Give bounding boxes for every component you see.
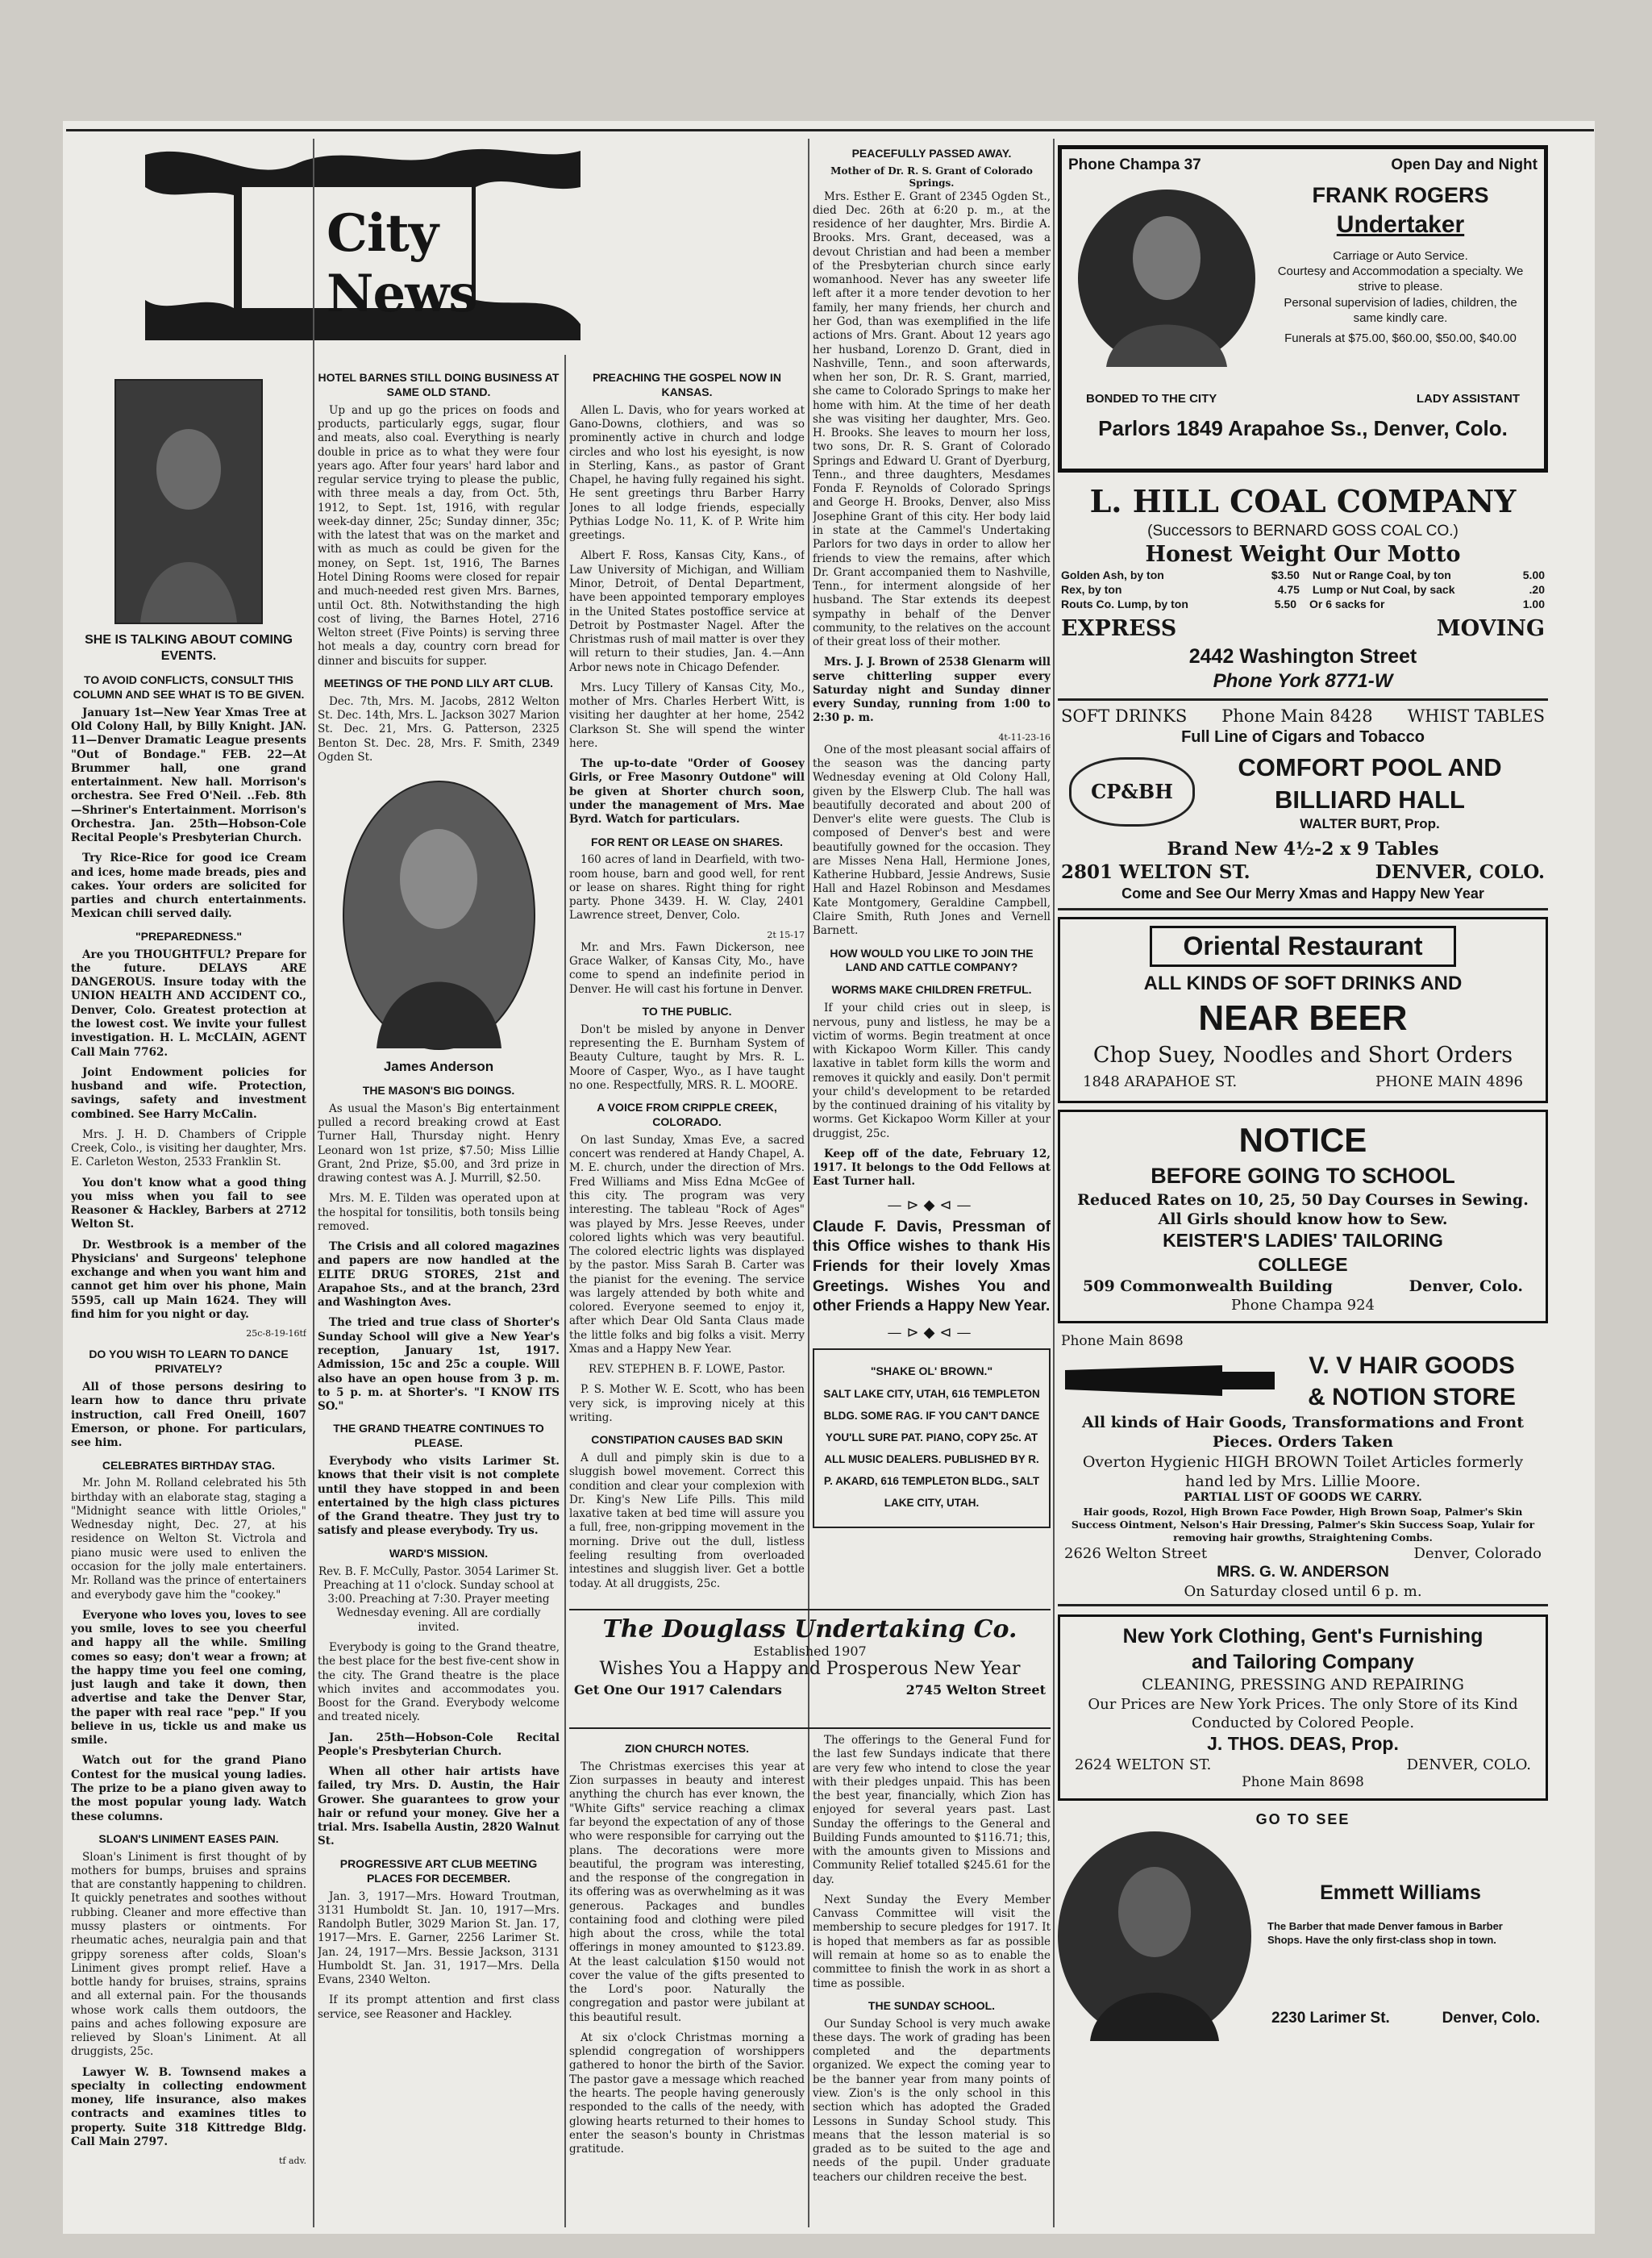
pool-ad: [1058, 701, 1548, 910]
oriental-menu: Chop Suey, Noodles and Short Orders: [1092, 1042, 1513, 1068]
coal-price-cell: Golden Ash, by ton: [1061, 569, 1164, 582]
ref-code: 2t 15-17: [767, 929, 805, 940]
anderson-photo: [343, 781, 535, 1050]
clothing-title: New York Clothing, Gent's Furnishing: [1122, 1625, 1483, 1648]
williams-photo: [1058, 1831, 1251, 2041]
mission-notice: Rev. B. F. McCully, Pastor. 3054 Larimer St. Preaching at 11 o'clock. Sunday school at 3:00. Preaching at 7:30. Prayer meeting Wednesday evening. All are cordially invited.: [318, 1564, 560, 1634]
coal-price-table: [1061, 569, 1545, 612]
razor-icon: [1061, 1354, 1279, 1410]
sloan-ad: Sloan's Liniment is first thought of by mothers for bumps, bruises and sprains that are constantly happening to children. It quickly penetrates and soothes without rubbing. Cleaner and more effective than mussy plasters or ointments. For rheumatic aches, neuralgia pain and that grippy soreness after colds, Sloan's Liniment gives prompt relief. Have a bottle handy for bruises, strains, sprains and all external pain. For the thousands whose work calls them outdoors, the pains and aches following exposure are relieved by Sloan's Liniment. At all druggists, 25c.: [71, 1850, 306, 2059]
rogers-phone: Phone Champa 37: [1068, 156, 1201, 173]
column-2: [318, 363, 560, 2226]
coal-address: 2442 Washington Street: [1188, 644, 1417, 668]
column-rule: [313, 139, 314, 2227]
theatre-ad: Everybody is going to the Grand theatre, the best place for the best five-cent show in the city. The Grand theatre is the place which invites and accommodates you. Boost for the Grand. Everybody welcome and treated nicely.: [318, 1640, 560, 1724]
portrait-image: [116, 381, 261, 623]
news-item: Dec. 7th, Mrs. M. Jacobs, 2812 Welton St. Dec. 14th, Mrs. L. Jackson 3027 Marion St. Dec. 21, Mrs. G. Patterson, 2325 Benton St. Dec. 28, Mrs. F. Smith, 2349 Ogden St.: [318, 694, 560, 764]
rogers-line: Courtesy and Accommodation a specialty. We strive to please.: [1277, 265, 1524, 294]
notice-city: Denver, Colo.: [1409, 1277, 1523, 1296]
coal-successors: (Successors to BERNARD GOSS COAL CO.): [1147, 522, 1459, 540]
hair-line: All kinds of Hair Goods, Transformations and Front Pieces. Orders Taken: [1081, 1413, 1525, 1452]
coal-price-cell: Rex, by ton: [1061, 583, 1122, 597]
news-item: Jan. 3, 1917—Mrs. Howard Troutman, 3131 Humboldt St. Jan. 10, 1917—Mrs. Randolph Butler, 3029 Marion St. Jan. 17, 1917—Mrs. E. Garner, 2256 Larimer St. Jan. 24, 1917—Mrs. Bessie Jackson, 3131 Humboldt St. Jan. 31, 1917—Mrs. Della Evans, 2340 Welton.: [318, 1889, 560, 1987]
coal-price-cell: 4.75: [1277, 583, 1300, 597]
clothing-address: 2624 WELTON ST.: [1075, 1756, 1212, 1774]
column-4: [813, 139, 1051, 1590]
worm-ad: If your child cries out in sleep, is nervous, puny and listless, he may be a victim of worms. Begin treatment at once with Kickapoo Worm Killer. This candy laxative in tablet form kills the worm and removes it quickly and easily. Don't permit your child's development to be retarded by the continued draining of his vitality by worms. Get Kickapoo Worm Killer at your druggist, 25c.: [813, 1002, 1051, 1140]
rent-ad: 160 acres of land in Dearfield, with two-room house, barn and good well, for rent or lease on shares. Right thing for right party. Phone 3439. H. W. Clay, 2401 Lawrence street, Denver, Colo.: [569, 853, 805, 923]
oriental-beer: NEAR BEER: [1198, 998, 1408, 1039]
coal-price-cell: Nut or Range Coal, by ton: [1312, 569, 1451, 582]
ref-code: 4t-11-23-16: [998, 731, 1051, 743]
rogers-line: Carriage or Auto Service.: [1333, 248, 1468, 263]
rogers-bonded: BONDED TO THE CITY: [1086, 392, 1217, 406]
photo-caption: James Anderson: [383, 1059, 494, 1075]
column-rule: [564, 355, 566, 2227]
ref-code: tf adv.: [279, 2156, 306, 2167]
pool-name: COMFORT POOL AND: [1238, 752, 1502, 781]
pool-phone: Phone Main 8428: [1221, 706, 1373, 727]
city-news-banner: [137, 139, 589, 344]
coal-price-cell: 5.50: [1274, 598, 1296, 611]
oriental-line: ALL KINDS OF SOFT DRINKS AND: [1143, 972, 1463, 994]
headline: PREACHING THE GOSPEL NOW IN KANSAS.: [593, 371, 781, 398]
dance-ad: All of those persons desiring to learn how to dance thru private instruction, call Fred Oneill, 1607 Emerson, or phone. For particulars, see him.: [71, 1381, 306, 1450]
woman-photo: [114, 379, 263, 624]
coal-price-row: [1061, 583, 1545, 598]
oriental-ad: [1058, 917, 1548, 1104]
shake-text: SALT LAKE CITY, UTAH, 616 TEMPLETON BLDG. SOME RAG. IF YOU CAN'T DANCE YOU'LL SURE PAT. PIANO, COPY 25c. AT ALL MUSIC DEALERS. PUBLISHED BY R. P. AKARD, 616 TEMPLETON BLDG., SALT LAKE CITY, UTAH.: [823, 1388, 1040, 1510]
notice-ad: [1058, 1110, 1548, 1323]
banner-title: City News: [327, 203, 477, 324]
notice-title: NOTICE: [1238, 1121, 1367, 1160]
doctor-ad: Dr. Westbrook is a member of the Physicians' and Surgeons' telephone exchange and when you want him and cannot get him over his phone, Main 5595, call up Main 1624. They will find him for you night or day.: [71, 1238, 306, 1322]
headline: THE MASON'S BIG DOINGS.: [362, 1083, 515, 1097]
divider-ornament: —⊳◆⊲—: [887, 1324, 976, 1342]
news-item: At six o'clock Christmas morning a splendid congregation of worshippers gathered to honor the birth of the Savior. The pastor gave a message which reached the hearts. The people having generously responded to the calls of the needy, with glowing hearts returned to their homes to enter the season's bounty in Christmas gratitude.: [569, 2031, 805, 2156]
news-item: Mrs. M. E. Tilden was operated upon at the hospital for tonsilitis, both tonsils being removed.: [318, 1192, 560, 1233]
coal-express: EXPRESS: [1061, 616, 1177, 642]
hair-phone: Phone Main 8698: [1061, 1333, 1184, 1350]
coal-price-cell: $3.50: [1271, 569, 1300, 582]
portrait-image: [344, 782, 534, 1048]
crisis-ad: The Crisis and all colored magazines and papers are now handled at the ELITE DRUG STORES, 21st and Arapahoe Sts., and at the branch, 23rd and Washington Aves.: [318, 1240, 560, 1310]
headline: TO THE PUBLIC.: [642, 1004, 732, 1018]
coal-phone: Phone York 8771-W: [1213, 669, 1393, 692]
clothing-phone: Phone Main 8698: [1242, 1774, 1364, 1791]
insurance-ad: Are you THOUGHTFUL? Prepare for the future. DELAYS ARE DANGEROUS. Insure today with the UNION HEALTH AND ACCIDENT CO., Denver, Colo. Greatest protection at the lowest cost. We invite your fullest investigation. H. L. McCLAIN, AGENT Call Main 7762.: [71, 948, 306, 1059]
piano-contest: Watch out for the grand Piano Contest for the musical young ladies. The prize to be a piano given away to the most popular young lady. Watch these columns.: [71, 1754, 306, 1823]
news-item: The up-to-date "Order of Goosey Girls, or Free Masonry Outdone" will be given at Shorter church soon, under the management of Mrs. Mae Byrd. Watch for particulars.: [569, 757, 805, 827]
williams-name: Emmett Williams: [1320, 1881, 1481, 1905]
williams-ad: [1058, 1807, 1548, 2049]
column-rule: [1053, 139, 1055, 2227]
pool-xmas: Come and See Our Merry Xmas and Happy New Year: [1121, 885, 1484, 902]
douglass-address: 2745 Welton Street: [905, 1682, 1046, 1698]
photo-caption: SHE IS TALKING ABOUT COMING EVENTS.: [85, 633, 293, 664]
pool-cigars: Full Line of Cigars and Tobacco: [1181, 728, 1425, 747]
douglass-est: Established 1907: [753, 1644, 867, 1659]
headline: "PREPAREDNESS.": [135, 929, 243, 943]
williams-address: 2230 Larimer St.: [1271, 2010, 1390, 2027]
ref-code: 25c-8-19-16tf: [246, 1328, 306, 1339]
public-notice: Don't be misled by anyone in Denver representing the E. Burnham System of Beauty Culture, taught by Mrs. R. L. Moore of Casper, Wyo., as I have taught no one. Respectfully, MRS. R. L. MOORE.: [569, 1023, 805, 1092]
thanks-notice: Claude F. Davis, Pressman of this Office wishes to thank His Friends for their lovely Xmas Greetings. Wishes You and other Friends a Happy New Year.: [813, 1218, 1051, 1315]
headline: SLOAN'S LINIMENT EASES PAIN.: [98, 1831, 279, 1845]
news-item: Jan. 25th—Hobson-Cole Recital People's Presbyterian Church.: [318, 1731, 560, 1758]
headline: DO YOU WISH TO LEARN TO DANCE PRIVATELY?: [89, 1348, 289, 1376]
news-item: Allen L. Davis, who for years worked at Gano-Downs, clothiers, and was so prominently active in church and lodge circles and who lost his eyesight, is now in Sterling, Kans., as pastor of Grant Chapel, he having fully regained his sight. He sent greetings thru Barber Harry Jones to all lodge friends, especially Pythias Lodge No. 11, K. of P. Write him greetings.: [569, 403, 805, 543]
headline: THE SUNDAY SCHOOL.: [868, 1998, 996, 2012]
pool-address: 2801 WELTON ST.: [1061, 861, 1250, 884]
headline: PROGRESSIVE ART CLUB MEETING PLACES FOR DECEMBER.: [339, 1856, 538, 1885]
hair-title: V. V HAIR GOODS: [1309, 1352, 1515, 1380]
hair-address: 2626 Welton Street: [1064, 1545, 1208, 1563]
oriental-phone: PHONE MAIN 4896: [1375, 1073, 1523, 1091]
pool-tables: Brand New 4½-2 x 9 Tables: [1167, 839, 1439, 860]
coal-name: L. HILL COAL COMPANY: [1089, 483, 1517, 519]
hair-ad: When all other hair artists have failed, try Mrs. D. Austin, the Hair Grower. She guarantees to grow your hair or refund your money. Give her a trial. Mrs. Isabella Austin, 2820 Walnut St.: [318, 1765, 560, 1848]
headline: WARD'S MISSION.: [389, 1546, 489, 1560]
subhead: Mother of Dr. R. S. Grant of Colorado Springs.: [830, 165, 1033, 190]
column-rule: [808, 139, 809, 2227]
hair-goods-list: Hair goods, Rozol, High Brown Face Powder, High Brown Soap, Palmer's Skin Success Ointment, Nelson's Hair Dressing, Palmer's Skin Success Soap, Yulair for removing hair growths, Straightening Combs.: [1071, 1506, 1535, 1544]
notice-line: All Girls should know how to Sew.: [1158, 1210, 1448, 1228]
news-item: Our Sunday School is very much awake these days. The work of grading has been completed and the departments organized. We expect the coming year to be the banner year from many points of view. Zion's is the only school in this section which has adopted the Graded Lessons in Sunday School study. This means that the lesson material is so graded as to be suited to the age and needs of the pupil. Under graduate teachers our children receive the best.: [813, 2017, 1051, 2184]
coal-ad: [1058, 479, 1548, 701]
news-item: P. S. Mother W. E. Scott, who has been very sick, is improving nicely at this writing.: [569, 1383, 805, 1424]
top-rule: [66, 129, 1594, 131]
hair-title2: & NOTION STORE: [1308, 1383, 1516, 1410]
clothing-prop: J. THOS. DEAS, Prop.: [1207, 1732, 1399, 1754]
news-item: One of the most pleasant social affairs of the season was the dancing party Wednesday evening at Old Colony Hall, given by the Elswerp Club. The hall was beautifully decorated and about 200 of Denver's elite were guests. The Club is composed of Denver's best and were beautifully gowned for the occasion. They are Misses Nena Hall, Hermione Jones, Katherine Hubbard, Jessie Andrews, Susie Hall and Hazel Robinson and Mesdames Kate Montgomery, Geraldine Campbell, Claire Smith, Ruth Jones and Vernell Barnett.: [813, 743, 1051, 938]
signature: REV. STEPHEN B. F. LOWE, Pastor.: [589, 1363, 785, 1377]
douglass-name: The Douglass Undertaking Co.: [602, 1615, 1017, 1644]
pills-ad: A dull and pimply skin is due to a sluggish bowel movement. Correct this condition and clear your complexion with Dr. King's New Life Pills. This mild laxative taken at bed time will assure you a full, free, non-gripping movement in the morning. Drive out the dull, listless feeling resulting from overloaded intestines and sluggish liver. Get a bottle today. At all druggists, 25c.: [569, 1452, 805, 1590]
hair-city: Denver, Colorado: [1413, 1545, 1542, 1563]
news-item: On last Sunday, Xmas Eve, a sacred concert was rendered at Handy Chapel, A. M. E. church, under the direction of Mrs. Fred Williams and Miss Edna McGee of this city. The program was very interesting. The tableau "Rock of Ages" was played by Mrs. Jesse Reeves, under colored lights which was very beautiful. The colored electric lights was displayed by the pastor. Miss Sarah B. Carter was the pianist for the evening. The service was largely attended by both white and colored. Everyone seemed to enjoy it, after which Dear Old Santa Claus made the little folks and big folks a visit. Merry Xmas and a Happy New Year.: [569, 1133, 805, 1356]
rogers-address: Parlors 1849 Arapahoe Ss., Denver, Colo.: [1098, 416, 1508, 440]
clothing-city: DENVER, COLO.: [1406, 1756, 1531, 1774]
coal-price-cell: Or 6 sacks for: [1309, 598, 1385, 611]
coal-price-cell: 1.00: [1522, 598, 1545, 611]
pool-city: DENVER, COLO.: [1375, 861, 1545, 884]
hair-hours: On Saturday closed until 6 p. m.: [1184, 1583, 1422, 1601]
theatre-ad: Everybody who visits Larimer St. knows that their visit is not complete until they have stopped in and been entertained by the high class pictures of the Grand theatre. They just try to satisfy and please everybody. Try us.: [318, 1455, 560, 1538]
clothing-ad: [1058, 1614, 1548, 1801]
williams-city: Denver, Colo.: [1442, 2010, 1540, 2027]
news-item: Keep off of the date, February 12, 1917. It belongs to the Odd Fellows at East Turner hall.: [813, 1147, 1051, 1189]
headline: ZION CHURCH NOTES.: [625, 1742, 749, 1755]
coal-price-cell: .20: [1529, 583, 1545, 597]
lawyer-ad: Lawyer W. B. Townsend makes a specialty in collecting endowment money, life insurance, also makes contracts and examines titles to property. Suite 318 Kittredge Bldg. Call Main 2797.: [71, 2065, 306, 2148]
douglass-calendar: Get One Our 1917 Calendars: [574, 1682, 782, 1698]
news-item: The Christmas exercises this year at Zion surpasses in beauty and interest anything the church has ever known, the "White Gifts" service reaching a climax far beyond the expectation of any of those who were responsible for carrying out the plans. The decorations were more beautiful, the program was interesting, and the response of the congregation in its offering was as overwhelming as it was generous. Packages and bundles containing food and clothing were piled high about the cross, while the total offerings in money amounted to $123.89. At the least calculation $150 would not cover the value of the gifts presented to the Lord's poor. Naturally the congregation and pastor were jubilant at this beautiful result.: [569, 1760, 805, 2024]
portrait-image: [1078, 190, 1255, 367]
headline: "SHAKE OL' BROWN.": [870, 1364, 993, 1378]
douglass-wish: Wishes You a Happy and Prosperous New Year: [599, 1659, 1021, 1679]
news-item: The tried and true class of Shorter's Sunday School will give a New Year's reception, January 1st, 1917. Admission, 15c and 25c a couple. Will also have an open house from 3 p. m. to 5 p. m. at Shorter's. "I KNOW ITS SO.": [318, 1316, 560, 1414]
notice-line: Reduced Rates on 10, 25, 50 Day Courses in Sewing.: [1077, 1190, 1529, 1209]
headline: PEACEFULLY PASSED AWAY.: [851, 147, 1012, 160]
headline: TO AVOID CONFLICTS, CONSULT THIS COLUMN AND SEE WHAT IS TO BE GIVEN.: [73, 673, 305, 701]
headline: CELEBRATES BIRTHDAY STAG.: [102, 1458, 276, 1472]
headline: FOR RENT OR LEASE ON SHARES.: [590, 835, 784, 848]
events-list: January 1st—New Year Xmas Tree at Old Colony Hall, by Billy Knight. JAN. 11—Denver Dramatic League presents "Out of Bondage." FEB. 22—At Brummer hall, one grand entertainment. New hall. Morrison's orchestra. See Fred O'Neil. ..Feb. 8th—Shriner's Entertainment. Morrison's Orchestra. Jan. 25th—Hobson-Cole Recital People's Presbyterian Church.: [71, 706, 306, 845]
headline: HOTEL BARNES STILL DOING BUSINESS AT SAME OLD STAND.: [318, 371, 560, 398]
williams-go: GO TO SEE: [1255, 1811, 1350, 1828]
zion-notes-right: [813, 1734, 1051, 2227]
rice-ad: Try Rice-Rice for good ice Cream and ices, home made breads, pies and cakes. Your orders are solicited for parties and church entertainments. Mexican chili served daily.: [71, 852, 306, 921]
oriental-name: Oriental Restaurant: [1150, 926, 1456, 967]
column-1: [71, 379, 306, 2226]
headline: MEETINGS OF THE POND LILY ART CLUB.: [323, 676, 554, 689]
coal-price-row: [1061, 598, 1545, 612]
news-item: Mrs. J. H. D. Chambers of Cripple Creek, Colo., is visiting her daughter, Mrs. E. Carleton Weston, 2533 Franklin St.: [71, 1127, 306, 1169]
barber-ad: You don't know what a good thing you miss when you fail to see Reasoner & Hackley, Barbers at 2712 Welton St.: [71, 1176, 306, 1231]
headline: A VOICE FROM CRIPPLE CREEK, COLORADO.: [597, 1101, 777, 1129]
supper-ad: Mrs. J. J. Brown of 2538 Glenarm will serve chitterling supper every Saturday night and Sunday dinner every Sunday, running from 1:00 to 2:30 p. m.: [813, 656, 1051, 725]
zion-notes-left: [569, 1734, 805, 2227]
portrait-image: [1058, 1831, 1251, 2041]
headline: HOW WOULD YOU LIKE TO JOIN THE LAND AND CATTLE COMPANY?: [830, 946, 1034, 974]
divider-ornament: —⊳◆⊲—: [887, 1196, 976, 1214]
rogers-ad: [1058, 145, 1548, 473]
notice-school: KEISTER'S LADIES' TAILORING: [1163, 1230, 1443, 1252]
clothing-line: Our Prices are New York Prices. The only Store of its Kind Conducted by Colored People.: [1088, 1695, 1518, 1731]
headline: CONSTIPATION CAUSES BAD SKIN: [591, 1433, 783, 1447]
ads-column: [1058, 145, 1548, 2226]
williams-desc: The Barber that made Denver famous in Barber Shops. Have the only first-class shop in town.: [1267, 1920, 1503, 1946]
notice-address: 509 Commonwealth Building: [1083, 1277, 1333, 1296]
rogers-line: Personal supervision of ladies, children, the same kindly care.: [1284, 295, 1517, 325]
coal-price-cell: 5.00: [1522, 569, 1546, 582]
coal-motto: Honest Weight Our Motto: [1145, 541, 1461, 567]
notice-school2: COLLEGE: [1258, 1253, 1348, 1275]
rogers-photo: [1078, 190, 1255, 367]
news-item: Up and up go the prices on foods and products, particularly eggs, sugar, flour and meats, also coal. Everything is nearly double in price as to what they were four years ago. After four years' hard labor and regular service trying to please the public, with three meals a day, from Oct. 5th, 1912, to Sept. 1st, 1916, with regular week-day dinner, 25c; Sunday dinner, 35c; with the latest that was on the market and with as much as could be given for the money, on Sept. 1st, 1916, The Barnes Hotel Dining Rooms were closed for repair and much-needed rest given Mrs. Barnes, until Oct. 8th. Notwithstanding the high cost of living, the Barnes Hotel, 2716 Welton street (Five Points) is serving three hot meals a day, country corn bread for dinner and biscuits for supper.: [318, 403, 560, 668]
coal-price-row: [1061, 569, 1545, 583]
headline: THE GRAND THEATRE CONTINUES TO PLEASE.: [333, 1422, 544, 1450]
pool-logo: CP&BH: [1069, 757, 1195, 827]
clothing-title2: and Tailoring Company: [1192, 1651, 1414, 1674]
coal-price-cell: Routs Co. Lump, by ton: [1061, 598, 1188, 611]
notice-phone: Phone Champa 924: [1230, 1297, 1375, 1314]
oriental-address: 1848 ARAPAHOE ST.: [1083, 1073, 1238, 1091]
endowment-ad: Joint Endowment policies for husband and wife. Protection, savings, safety and investment combined. See Harry McCalin.: [71, 1065, 306, 1121]
obituary: Mrs. Esther E. Grant of 2345 Ogden St., died Dec. 26th at 6:20 p. m., at the residence of her daughter, Mrs. Birdie A. Brooks. Mrs. Grant, deceased, was a devout Christian and had been a member of the Presbyterian church since early womanhood. Never has any sweeter life left after it a more tender devotion to her family, her many friends, her church and her God, than was exemplified in the life actions of Mrs. Grant. About 12 years ago her husband, Lorenzo D. Grant, died in Nashville, Tenn., and soon afterwards, when her son, Dr. R. S. Grant, married, she came to Colorado Springs to make her home with him. At the time of her death she was visiting her daughter, Mrs. Geo. H. Brooks. She leaves to mourn her loss, two sons, Dr. R. S. Grant of Colorado Springs and Edward U. Grant of Dyerburg, Tenn., and three daughters, Mesdames Fonda F. Reynolds of Colorado Springs and George H. Brooks, Denver, also Miss Josephine Grant of this city. Her body laid in state at the Cammel's Undertaking Parlors for two days in order to allow her friends to view the remains, after which Dr. Grant accompanied them to Nashville, Tenn., for interment alongside of her husband. The Star extends its deepest sympathy in behalf of the Denver community, to the relatives on the account of their great loss of their mother.: [813, 190, 1051, 649]
hair-line: Overton Hygienic HIGH BROWN Toilet Articles formerly hand led by Mrs. Lillie Moore.: [1082, 1452, 1524, 1490]
news-item: Mr. John M. Rolland celebrated his 5th birthday with an elaborate stag, staging a "Midnight seance with little Orioles," Wednesday night, Dec. 27, at his residence on Welton St. Victrola and piano music were used to enliven the occasion for the jolly male entertainers. Mr. Rolland was the prince of entertainers and everybody gave him the "cookey.": [71, 1477, 306, 1602]
pool-soft: SOFT DRINKS: [1061, 706, 1188, 727]
shake-ad: [813, 1348, 1051, 1528]
news-item: Next Sunday the Every Member Canvass Committee will visit the membership to secure pledges for 1917. It is hoped that members as far as possible will remain at home so as to enable the committee to finish the work in as short a time as possible.: [813, 1893, 1051, 1990]
pool-prop: WALTER BURT, Prop.: [1300, 816, 1440, 832]
rogers-prices: Funerals at $75.00, $60.00, $50.00, $40.00: [1284, 331, 1517, 345]
rogers-lady: LADY ASSISTANT: [1416, 392, 1520, 406]
clothing-line: CLEANING, PRESSING AND REPAIRING: [1142, 1676, 1464, 1694]
hair-goods-ad: [1058, 1330, 1548, 1606]
column-3: [569, 363, 805, 1597]
star-ad: Everyone who loves you, loves to see you smile, loves to see you cheerful and happy all the while. Smiling comes so easy; don't wear a frown; at the happy time you feel one coming, just laugh and take it down, then advertise and take the Denver Star, the paper with real race "pep." If you believe in us, tickle us and make us smile.: [71, 1608, 306, 1748]
pool-name2: BILLIARD HALL: [1275, 785, 1465, 814]
pool-whist: WHIST TABLES: [1407, 706, 1545, 727]
hair-line: PARTIAL LIST OF GOODS WE CARRY.: [1184, 1491, 1422, 1505]
rogers-title: Undertaker: [1336, 210, 1465, 238]
news-item: Mrs. Lucy Tillery of Kansas City, Mo., mother of Mrs. Charles Herbert Witt, is visiting her daughter at her home, 2542 Clarkson St. She will spend the winter here.: [569, 681, 805, 750]
douglass-ad: [569, 1609, 1051, 1729]
hair-owner: MRS. G. W. ANDERSON: [1217, 1564, 1389, 1581]
news-item: Albert F. Ross, Kansas City, Kans., of Law University of Michigan, and William Minor, Detroit, of Dental Department, have been appointed temporary employes in the United States postoffice service at Detroit by Postmaster Nagel. After the Christmas rush of mail matter is over they will return to their studies, Jan. 4.—Ann Arbor news note in Chicago Defender.: [569, 549, 805, 674]
news-item: The offerings to the General Fund for the last few Sundays indicate that there are very few who intend to close the year with their pledges unpaid. This has been the best year, financially, which Zion has enjoyed for several years past. Last Sunday the offerings to the General and Building Funds amounted to $116.71; this, with the amounts given to Missions and Community Relief totalled $245.61 for the day.: [813, 1734, 1051, 1886]
rogers-hours: Open Day and Night: [1391, 156, 1538, 173]
headline: WORMS MAKE CHILDREN FRETFUL.: [831, 983, 1032, 997]
news-item: As usual the Mason's Big entertainment pulled a record breaking crowd at East Turner Hall, Thursday night. Henry Leonard won 1st prize, $7.50; Miss Lillie Grant, 2nd Prize, $5.00, and 3rd prize in drawing contest was A. J. Murrill, $2.50.: [318, 1102, 560, 1185]
coal-moving: MOVING: [1436, 616, 1545, 642]
news-item: Mr. and Mrs. Fawn Dickerson, nee Grace Walker, of Kansas City, Mo., have come to spend an indefinite period in Denver. He will cast his fortune in Denver.: [569, 940, 805, 996]
notice-line: BEFORE GOING TO SCHOOL: [1151, 1163, 1455, 1188]
news-item: If its prompt attention and first class service, see Reasoner and Hackley.: [318, 1993, 560, 2021]
coal-price-cell: Lump or Nut Coal, by sack: [1312, 583, 1455, 597]
rogers-name: FRANK ROGERS: [1312, 183, 1489, 207]
